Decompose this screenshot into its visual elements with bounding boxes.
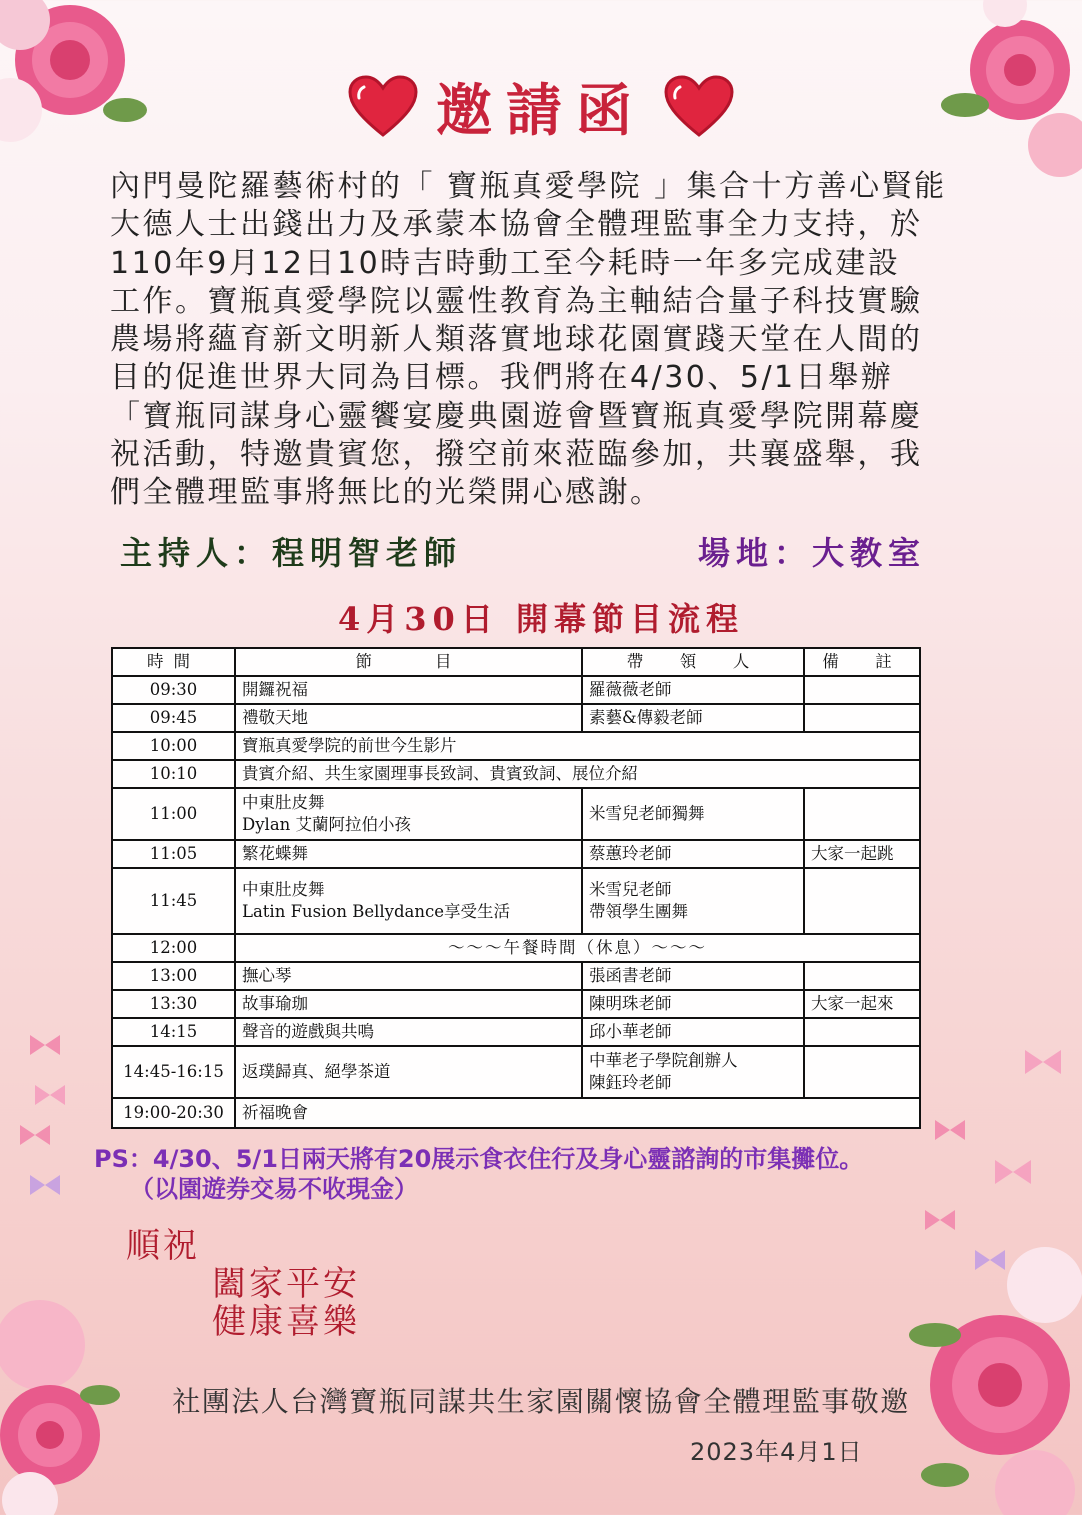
intro-line: 農場將蘊育新文明新人類落實地球花園實踐天堂在人間的 [110, 322, 923, 358]
row-time: 12:00 [112, 934, 235, 962]
venue-label: 場地：大教室 [698, 534, 927, 572]
program-line: Dylan 艾蘭阿拉伯小孩 [242, 815, 412, 834]
table-header-row [112, 648, 920, 676]
row-leader: 米雪兒老師獨舞 [582, 788, 804, 840]
row-note [804, 1046, 920, 1098]
row-note [804, 676, 920, 704]
table-row [112, 990, 920, 1018]
signature: 社團法人台灣寶瓶同謀共生家園關懷協會全體理監事敬邀 [172, 1385, 910, 1418]
intro-paragraph [110, 168, 972, 513]
row-time: 19:00-20:30 [112, 1098, 235, 1128]
intro-line: 內門曼陀羅藝術村的「 寶瓶真愛學院 」集合十方善心賢能 [110, 169, 947, 204]
row-leader: 蔡蕙玲老師 [582, 840, 804, 868]
row-program: 聲音的遊戲與共鳴 [235, 1018, 582, 1046]
row-program [235, 788, 582, 840]
program-line: 中東肚皮舞 [242, 880, 325, 899]
row-time: 13:30 [112, 990, 235, 1018]
row-time: 09:30 [112, 676, 235, 704]
table-row [112, 788, 920, 840]
regards: 順祝 [126, 1226, 200, 1266]
leader-line: 米雪兒老師 [589, 880, 672, 899]
row-time: 10:10 [112, 760, 235, 788]
row-program: 祈福晚會 [235, 1098, 920, 1128]
row-note [804, 1018, 920, 1046]
row-leader: 陳明珠老師 [582, 990, 804, 1018]
row-leader [582, 1046, 804, 1098]
table-row [112, 1018, 920, 1046]
ps-line: PS：4/30、5/1日兩天將有20展示食衣住行及身心靈諮詢的市集攤位。 [94, 1145, 864, 1173]
leader-line: 中華老子學院創辦人 [589, 1051, 738, 1070]
table-row [112, 760, 920, 788]
row-program: 寶瓶真愛學院的前世今生影片 [235, 732, 920, 760]
header-note: 備 註 [804, 648, 920, 676]
schedule-table [111, 647, 921, 1129]
table-row [112, 934, 920, 962]
row-time: 11:00 [112, 788, 235, 840]
program-line: Latin Fusion Bellydance享受生活 [242, 902, 510, 921]
table-row [112, 1098, 920, 1128]
row-leader: 素藝&傳毅老師 [582, 704, 804, 732]
row-note: 大家一起跳 [804, 840, 920, 868]
heart-icon [664, 75, 734, 139]
row-time: 11:45 [112, 868, 235, 934]
row-program: 貴賓介紹、共生家園理事長致詞、貴賓致詞、展位介紹 [235, 760, 920, 788]
table-row [112, 1046, 920, 1098]
row-time: 13:00 [112, 962, 235, 990]
row-time: 14:15 [112, 1018, 235, 1046]
row-note [804, 962, 920, 990]
row-time: 10:00 [112, 732, 235, 760]
row-time: 09:45 [112, 704, 235, 732]
intro-line: 「寶瓶同謀身心靈饗宴慶典園遊會暨寶瓶真愛學院開幕慶 [110, 398, 923, 434]
row-leader [582, 868, 804, 934]
leader-line: 帶領學生團舞 [589, 902, 688, 921]
intro-line: 110年9月12日10時吉時動工至今耗時一年多完成建設 [110, 245, 901, 281]
ps-note [94, 1144, 994, 1204]
wish-line: 健康喜樂 [212, 1302, 360, 1342]
intro-line: 大德人士出錢出力及承蒙本協會全體理監事全力支持，於 [110, 207, 923, 243]
table-row [112, 868, 920, 934]
intro-line: 祝活動，特邀貴賓您，撥空前來蒞臨參加，共襄盛舉，我 [110, 437, 923, 473]
date: 2023年4月1日 [690, 1438, 863, 1466]
row-note [804, 868, 920, 934]
table-row [112, 704, 920, 732]
ps-line: （以園遊券交易不收現金） [130, 1175, 418, 1203]
row-note [804, 704, 920, 732]
row-leader: 邱小華老師 [582, 1018, 804, 1046]
table-row [112, 676, 920, 704]
table-row [112, 732, 920, 760]
row-leader: 張函書老師 [582, 962, 804, 990]
intro-line: 工作。寶瓶真愛學院以靈性教育為主軸結合量子科技實驗 [110, 283, 923, 319]
row-note [804, 788, 920, 840]
wish-line: 闔家平安 [212, 1264, 360, 1304]
intro-line: 們全體理監事將無比的光榮開心感謝。 [110, 475, 663, 511]
row-program [235, 868, 582, 934]
heart-icon [348, 75, 418, 139]
host-label: 主持人：程明智老師 [120, 534, 463, 572]
header-program: 節 目 [235, 648, 582, 676]
row-time: 11:05 [112, 840, 235, 868]
title-row [0, 62, 1082, 152]
row-program: 撫心琴 [235, 962, 582, 990]
row-program: 禮敬天地 [235, 704, 582, 732]
row-time: 14:45-16:15 [112, 1046, 235, 1098]
table-row [112, 840, 920, 868]
leader-line: 陳鈺玲老師 [589, 1073, 672, 1092]
intro-line: 目的促進世界大同為目標。我們將在4/30、5/1日舉辦 [110, 360, 894, 396]
butterflies-left [10, 1015, 90, 1235]
header-time: 時間 [112, 648, 235, 676]
row-program: 返璞歸真、絕學茶道 [235, 1046, 582, 1098]
table-row [112, 962, 920, 990]
row-program: 故事瑜珈 [235, 990, 582, 1018]
header-leader: 帶 領 人 [582, 648, 804, 676]
row-program: 開鑼祝福 [235, 676, 582, 704]
row-leader: 羅薇薇老師 [582, 676, 804, 704]
row-program: ～～～午餐時間（休息）～～～ [235, 934, 920, 962]
page-title: 邀請函 [436, 78, 646, 144]
program-line: 中東肚皮舞 [242, 793, 325, 812]
row-note: 大家一起來 [804, 990, 920, 1018]
program-title: 4月30日 開幕節目流程 [338, 600, 744, 638]
row-program: 繁花蝶舞 [235, 840, 582, 868]
